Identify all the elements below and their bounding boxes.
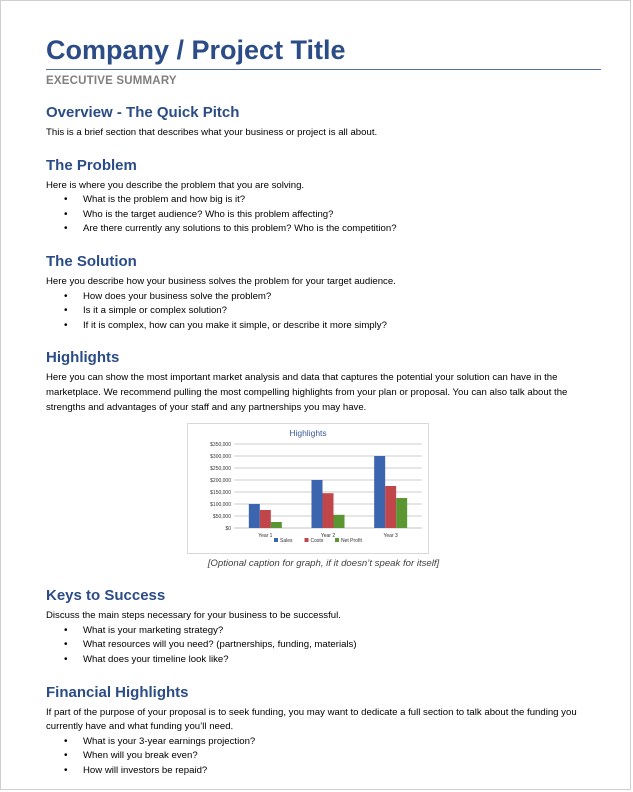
keys-bullet-list	[46, 624, 601, 668]
list-item: • Who is the target audience? Who is this problem affecting?	[83, 208, 601, 223]
list-item: • What is your 3-year earnings projection?	[83, 735, 601, 750]
y-tick-label: $300,000	[210, 454, 231, 461]
chart-title: Highlights	[289, 428, 327, 439]
overview-text: This is a brief section that describes what your business or project is all about.	[46, 127, 378, 138]
list-item: • What is the problem and how big is it?	[83, 193, 601, 208]
y-tick-label: $150,000	[210, 490, 231, 497]
highlights-chart	[187, 423, 429, 554]
chart-wrapper	[46, 423, 601, 554]
y-tick-label: $0	[225, 526, 231, 533]
solution-bullet-list	[46, 290, 601, 334]
financial-bullet-list	[46, 735, 601, 779]
list-item: • What resources will you need? (partnerships, funding, materials)	[83, 638, 601, 653]
y-tick-label: $200,000	[210, 478, 231, 485]
y-tick-label: $50,000	[212, 514, 231, 521]
document-title: Company / Project Title	[46, 35, 346, 65]
x-tick-label: Year 1	[258, 533, 273, 540]
highlights-text: Here you can show the most important market analysis and data that captures the potential your solution can have in the marketplace. We recommend pulling the most compelling highlights from your plan or proposal. You can also talk about the strengths and advantages of your staff and any partnerships you may have.	[46, 372, 568, 413]
section-keys-to-success	[46, 586, 601, 667]
document-subtitle: EXECUTIVE SUMMARY	[46, 75, 177, 87]
chart-y-axis	[210, 442, 231, 532]
chart-legend	[274, 538, 362, 544]
x-tick-label: Year 2	[320, 533, 336, 540]
chart-caption: [Optional caption for graph, if it doesn’t speak for itself]	[207, 558, 440, 570]
bar	[385, 486, 396, 528]
problem-text: Here is where you describe the problem that you are solving.	[46, 179, 305, 191]
section-overview	[46, 103, 601, 141]
x-tick-label: Year 3	[383, 533, 398, 540]
highlights-heading: Highlights	[46, 349, 120, 367]
bar	[334, 515, 345, 528]
y-tick-label: $250,000	[210, 466, 231, 473]
chart-canvas	[188, 424, 428, 553]
financial-text: If part of the purpose of your proposal is to seek funding, you may want to dedicate a full section to talk about the funding you currently have and what funding you’ll need.	[46, 706, 577, 733]
y-tick-label: $350,000	[210, 442, 231, 449]
section-problem	[46, 156, 601, 237]
legend-entry: Sales	[280, 538, 293, 545]
bar	[396, 498, 407, 528]
legend-entry: Costs	[310, 538, 324, 545]
list-item: • Are there currently any solutions to this problem? Who is the competition?	[83, 222, 601, 237]
bar	[323, 493, 334, 528]
bar	[260, 510, 271, 528]
legend-swatch	[335, 538, 339, 542]
problem-heading: The Problem	[46, 156, 137, 174]
financial-heading: Financial Highlights	[46, 683, 189, 701]
list-item: • What does your timeline look like?	[83, 653, 601, 668]
keys-text: Discuss the main steps necessary for your business to be successful.	[46, 610, 341, 622]
overview-heading: Overview - The Quick Pitch	[46, 104, 240, 121]
list-item: • How does your business solve the problem?	[83, 290, 601, 305]
problem-bullet-list	[46, 193, 601, 237]
list-item: • When will you break even?	[83, 749, 601, 764]
legend-swatch	[305, 538, 309, 542]
list-item: • If it is complex, how can you make it simple, or describe it more simply?	[83, 319, 601, 334]
bar	[249, 504, 260, 528]
y-tick-label: $100,000	[210, 502, 231, 509]
list-item: • How will investors be repaid?	[83, 764, 601, 779]
document-body	[46, 31, 601, 790]
solution-text: Here you describe how your business solves the problem for your target audience.	[46, 275, 396, 287]
legend-swatch	[274, 538, 278, 542]
solution-heading: The Solution	[46, 252, 137, 270]
title-divider	[46, 69, 601, 70]
bar	[312, 480, 323, 528]
list-item: • What is your marketing strategy?	[83, 624, 601, 639]
bar	[271, 522, 282, 528]
bar	[374, 456, 385, 528]
keys-heading: Keys to Success	[46, 587, 166, 605]
section-solution	[46, 252, 601, 333]
legend-entry: Net Profit	[341, 538, 362, 545]
section-highlights	[46, 348, 601, 571]
list-item: • Is it a simple or complex solution?	[83, 304, 601, 319]
section-financial-highlights	[46, 683, 601, 779]
